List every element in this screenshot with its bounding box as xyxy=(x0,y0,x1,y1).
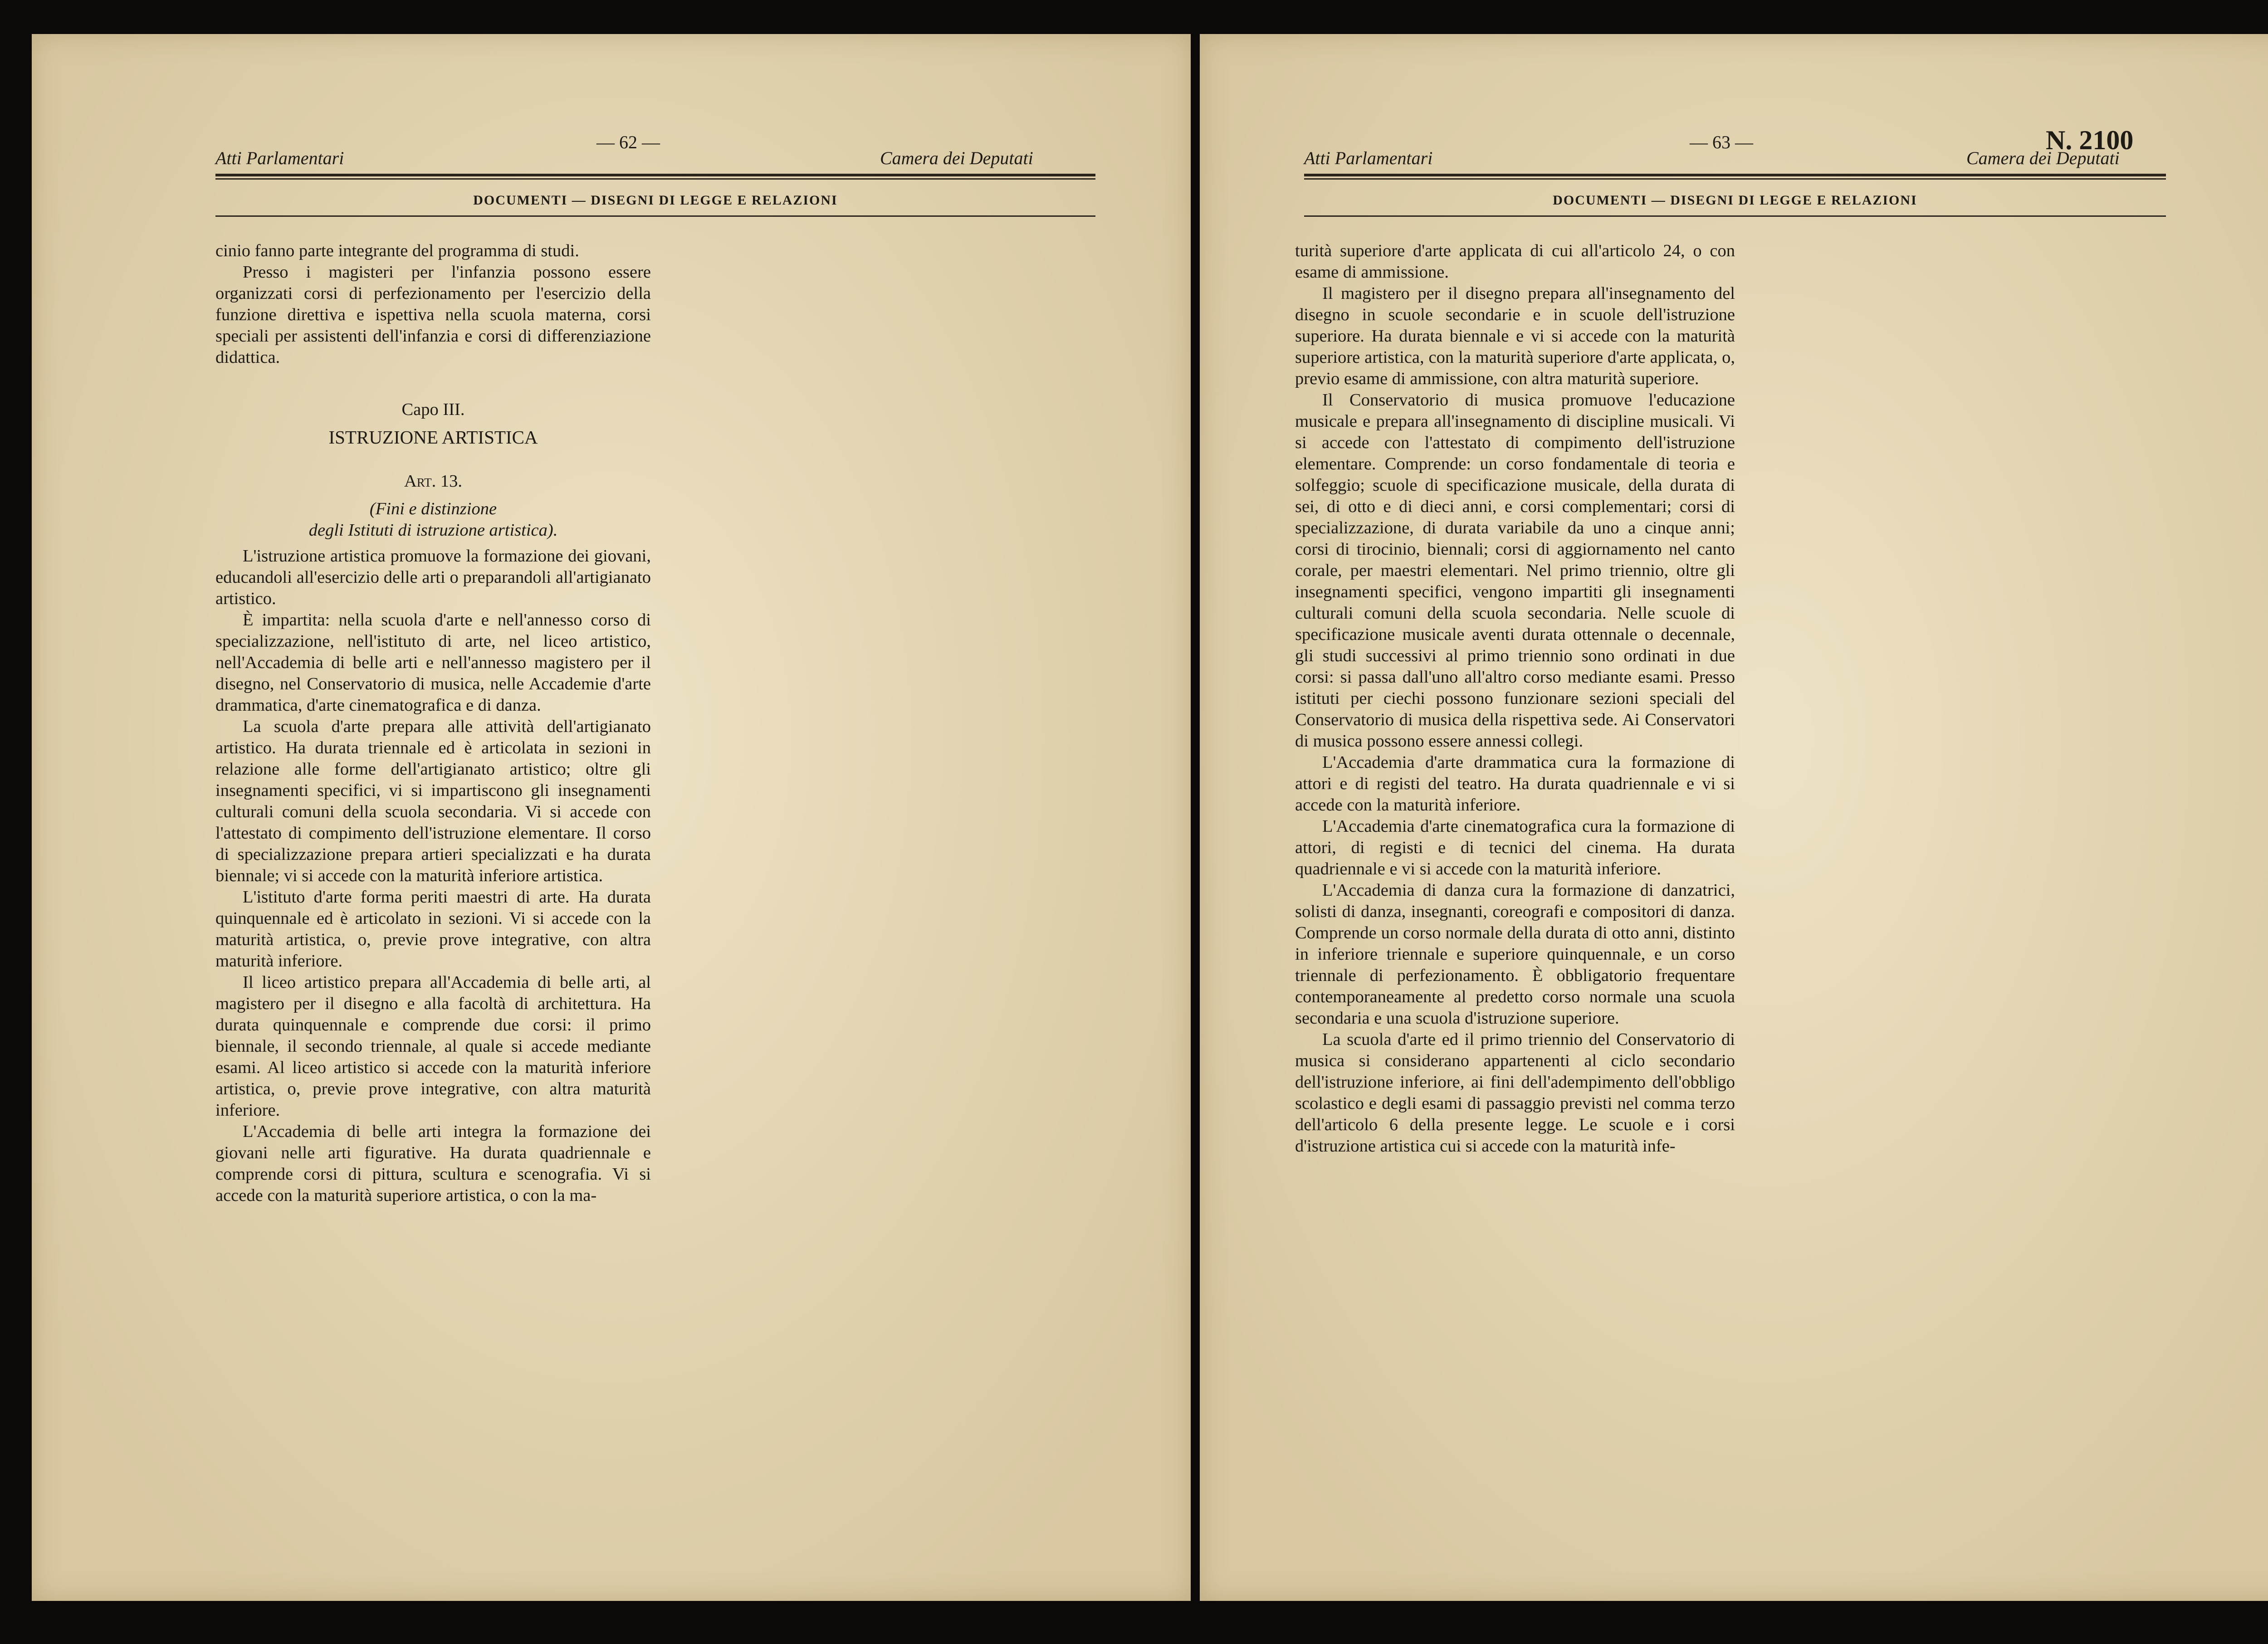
page-number: — 63 — xyxy=(1690,132,1753,152)
paragraph: È impartita: nella scuola d'arte e nell'annesso corso di specializzazione, nell'istituto di arte, nel liceo artistico, nell'Accademia di belle arti e nell'annesso magistero per il disegno, nel Conservatorio di musica, nelle Accademie d'arte drammatica, d'arte cinematografica e di danza. xyxy=(215,610,651,715)
bleed-through-area xyxy=(1758,247,2166,1472)
header-camera-dei-deputati: Camera dei Deputati xyxy=(880,148,1033,168)
paragraph: L'istruzione artistica promuove la formazione dei giovani, educandoli all'esercizio delle arti o preparandoli all'artigianato artistico. xyxy=(215,546,651,608)
text-column xyxy=(215,240,651,1206)
paragraph: L'Accademia d'arte cinematografica cura la formazione di attori, di registi e di tecnici del cinema. Ha durata quadriennale e vi si accede con la maturità inferiore. xyxy=(1295,817,1735,878)
text-column xyxy=(1295,240,1735,1157)
article-caption: (Fini e distinzione xyxy=(369,499,497,518)
subheader: DOCUMENTI — DISEGNI DI LEGGE E RELAZIONI xyxy=(1553,193,1917,208)
page-number: — 62 — xyxy=(596,132,660,152)
paragraph: Il liceo artistico prepara all'Accademia di belle arti, al magistero per il disegno e alla facoltà di architettura. Ha durata quinquennale e comprende due corsi: il primo biennale, il secondo triennale, al quale si accede mediante esami. Al liceo artistico si accede con la maturità inferiore artistica, o, previe prove integrative, con altra maturità inferiore. xyxy=(215,973,651,1120)
article-caption: degli Istituti di istruzione artistica). xyxy=(308,521,558,540)
paragraph: Il magistero per il disegno prepara all'insegnamento del disegno in scuole secondarie e in scuole dell'istruzione superiore. Ha durata biennale e vi si accede con la maturità superiore artistica, con la maturità superiore d'arte applicata, o, previo esame di ammissione, con altra maturità superiore. xyxy=(1295,284,1735,388)
paragraph: L'istituto d'arte forma periti maestri di arte. Ha durata quinquennale ed è articolato in sezioni. Vi si accede con la maturità artistica, o, previe prove integrative, con altra maturità inferiore. xyxy=(215,888,651,971)
paragraph: Presso i magisteri per l'infanzia possono essere organizzati corsi di perfezionamento per l'esercizio della funzione direttiva e ispettiva nella scuola materna, corsi speciali per assistenti dell'infanzia e corsi di differenziazione didattica. xyxy=(215,263,651,367)
article-heading: Art. 13. xyxy=(404,472,463,491)
chapter-heading: Capo III. xyxy=(401,400,465,419)
header-atti-parlamentari: Atti Parlamentari xyxy=(215,148,344,168)
chapter-title: ISTRUZIONE ARTISTICA xyxy=(328,427,538,448)
left-page xyxy=(32,34,1191,1601)
paragraph: La scuola d'arte ed il primo triennio del Conservatorio di musica si considerano appartenenti al ciclo secondario dell'istruzione inferiore, ai fini dell'adempimento dell'obbligo scolastico e degli esami di passaggio previsti nel comma terzo dell'articolo 6 della presente legge. Le scuole e i corsi d'istruzione artistica cui si accede con la maturità infe- xyxy=(1295,1030,1735,1156)
subheader-rule xyxy=(1304,215,2166,217)
header-rule-thin xyxy=(1304,178,2166,180)
header-camera-dei-deputati: Camera dei Deputati xyxy=(1966,148,2120,168)
paragraph: L'Accademia d'arte drammatica cura la formazione di attori e di registi del teatro. Ha durata quadriennale e vi si accede con la maturità inferiore. xyxy=(1295,753,1735,815)
right-page xyxy=(1200,34,2268,1601)
subheader-rule xyxy=(215,215,1095,217)
paragraph: L'Accademia di danza cura la formazione di danzatrici, solisti di danza, insegnanti, coreografi e compositori di danza. Comprende un corso normale della durata di otto anni, distinto in inferiore triennale e superiore quinquennale, e un corso triennale di perfezionamento. È obbligatorio frequentare contemporaneamente al predetto corso normale una scuola secondaria e una scuola d'istruzione superiore. xyxy=(1295,881,1735,1028)
header-rule xyxy=(215,174,1095,176)
bleed-through-area xyxy=(667,247,1098,1472)
document-number: N. 2100 xyxy=(2046,125,2134,155)
paragraph: Il Conservatorio di musica promuove l'educazione musicale e prepara all'insegnamento di discipline musicali. Vi si accede con l'attestato di compimento dell'istruzione elementare. Comprende: un corso fondamentale di teoria e solfeggio; scuole di specificazione musicale, della durata di sei, di otto e di dieci anni, e corsi complementari; corsi di specializzazione, di durata variabile da uno a cinque anni; corsi di tirocinio, biennali; corsi di aggiornamento nel canto corale, per maestri elementari. Nel primo triennio, oltre gli insegnamenti specifici, vengono impartiti gli insegnamenti culturali comuni della scuola secondaria. Nelle scuole di specificazione musicale aventi durata ottennale o decennale, gli studi successivi al primo triennio sono ordinati in due corsi: si passa dall'uno all'altro corso mediante esami. Presso istituti per ciechi possono funzionare sezioni speciali del Conservatorio di musica della rispettiva sede. Ai Conservatori di musica possono essere annessi collegi. xyxy=(1295,390,1735,751)
paragraph: L'Accademia di belle arti integra la formazione dei giovani nelle arti figurative. Ha durata quadriennale e comprende corsi di pittura, scultura e scenografia. Vi si accede con la maturità superiore artistica, o con la ma- xyxy=(215,1122,651,1205)
header-rule-thin xyxy=(215,178,1095,180)
paragraph: cinio fanno parte integrante del programma di studi. xyxy=(215,241,579,260)
paragraph: La scuola d'arte prepara alle attività dell'artigianato artistico. Ha durata triennale ed è articolata in sezioni in relazione alle forme dell'artigianato artistico; oltre gli insegnamenti specifici, vi si impartiscono gli insegnamenti culturali comuni della scuola secondaria. Vi si accede con l'attestato di compimento dell'istruzione elementare. Il corso di specializzazione prepara artieri specializzati e ha durata biennale; vi si accede con la maturità inferiore artistica. xyxy=(215,717,651,885)
subheader: DOCUMENTI — DISEGNI DI LEGGE E RELAZIONI xyxy=(473,193,838,208)
header-atti-parlamentari: Atti Parlamentari xyxy=(1304,148,1433,168)
header-rule xyxy=(1304,174,2166,176)
paragraph: turità superiore d'arte applicata di cui all'articolo 24, o con esame di ammissione. xyxy=(1295,241,1735,282)
